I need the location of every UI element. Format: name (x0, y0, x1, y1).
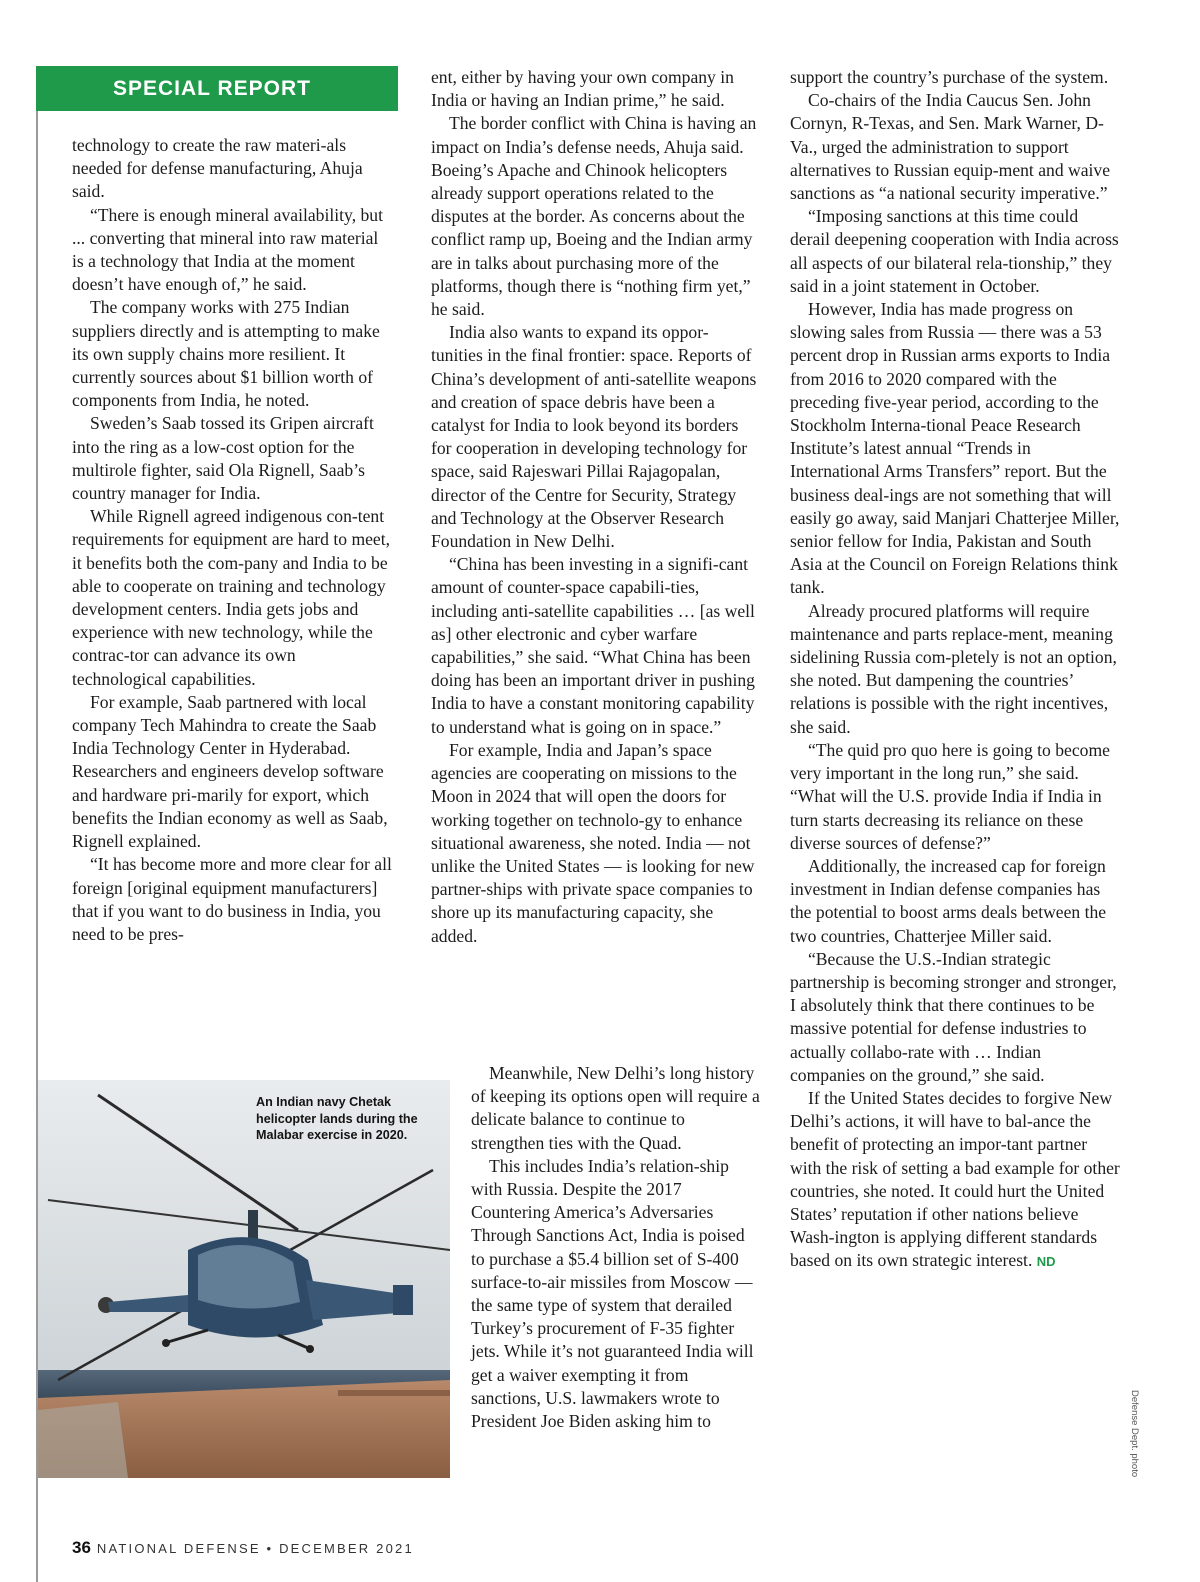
photo-credit: Defense Dept. photo (1129, 1390, 1140, 1478)
paragraph: While Rignell agreed indigenous con-tent requirements for equipment are hard to meet, it benefits both the com-pany and India to be able to cooperate on training and technology development centers. India gets jobs and experience with new technology, while the contrac-tor can advance its own technological capabilities. (72, 506, 391, 689)
paragraph: For example, Saab partnered with local company Tech Mahindra to create the Saab India Technology Center in Hyderabad. Researchers and engineers develop software and hardware pri-marily for export, which benefits the Indian economy as well as Saab, Rignell explained. (72, 691, 388, 852)
paragraph: “The quid pro quo here is going to become very important in the long run,” she said. “What will the U.S. provide India if India in turn starts decreasing its reliance on these diverse sources of defense?” (790, 739, 1110, 853)
article-column-2 (431, 66, 759, 948)
paragraph: However, India has made progress on slowing sales from Russia — there was a 53 percent drop in Russian arms exports to India from 2016 to 2020 compared with the preceding five-year period, according to the Stockholm Interna-tional Peace Research Institute’s latest annual “Trends in International Arms Transfers” report. But the business deal-ings are not something that will easily go away, said Manjari Chatterjee Miller, senior fellow for India, Pakistan and South Asia at the Council on Foreign Relations think tank. (790, 299, 1120, 598)
paragraph: “There is enough mineral availability, but ... converting that mineral into raw material is a technology that India at the moment doesn’t have enough of,” he said. (72, 204, 383, 295)
paragraph: The border conflict with China is having an impact on India’s defense needs, Ahuja said. Boeing’s Apache and Chinook helicopters already support operations related to the disputes at the border. As concerns about the conflict ramp up, Boeing and the Indian army are in talks about purchasing more of the platforms, though there is “nothing firm yet,” he said. (431, 113, 757, 320)
paragraph: “Because the U.S.-Indian strategic partnership is becoming stronger and stronger, I absolutely think that there continues to be massive potential for defense industries to actually collabo-rate with … Indian companies on the ground,” she said. (790, 948, 1117, 1085)
paragraph: Meanwhile, New Delhi’s long history of keeping its options open will require a delicate balance to continue to strengthen ties with the Quad. (471, 1063, 760, 1153)
paragraph: Sweden’s Saab tossed its Gripen aircraft into the ring as a low-cost option for the multirole fighter, said Ola Rignell, Saab’s country manager for India. (72, 413, 374, 504)
paragraph: “It has become more and more clear for all foreign [original equipment manufacturers] that if you want to do business in India, you need to be pres- (72, 854, 392, 944)
paragraph-text: If the United States decides to forgive New Delhi’s actions, it will have to bal-ance the benefit of protecting an impor-tant partner with the risk of setting a bad example for other countries, she noted. It could hurt the United States’ reputation if other nations believe Wash-ington is applying different standards based on its own strategic interest. (790, 1087, 1120, 1271)
end-mark: ND (1036, 1254, 1056, 1270)
paragraph: “China has been investing in a signifi-cant amount of counter-space capabili-ties, including anti-satellite capabilities … [as well as] other electronic and cyber warfare capabilities,” she said. “What China has been doing has been an important driver in pushing India to have a constant monitoring capability to understand what is going on in space.” (431, 554, 755, 737)
section-banner (36, 66, 398, 111)
publication-line: NATIONAL DEFENSE • DECEMBER 2021 (96, 1541, 414, 1556)
photo-caption: An Indian navy Chetak helicopter lands during the Malabar exercise in 2020. (256, 1095, 418, 1142)
paragraph: Co-chairs of the India Caucus Sen. John Cornyn, R-Texas, and Sen. Mark Warner, D-Va., urged the administration to support alternatives to Russian equip-ment and waive sanctions as “a national security imperative.” (790, 90, 1111, 204)
section-banner-label: SPECIAL REPORT (113, 76, 311, 100)
paragraph: technology to create the raw materi-als needed for defense manufacturing, Ahuja said. (72, 135, 363, 202)
paragraph: ent, either by having your own company in India or having an Indian prime,” he said. (431, 67, 734, 111)
paragraph: The company works with 275 Indian suppliers directly and is attempting to make its own supply chains more resilient. It currently sources about $1 billion worth of components from India, he noted. (72, 297, 380, 411)
article-column-2-lower (471, 1062, 761, 1433)
paragraph: For example, India and Japan’s space agencies are cooperating on missions to the Moon in 2024 that will open the doors for working together on technolo-gy to enhance situational awareness, she noted. India — not unlike the United States — is looking for new partner-ships with private space companies to shore up its manufacturing capacity, she added. (431, 739, 755, 946)
page-footer (72, 1538, 414, 1558)
paragraph: India also wants to expand its oppor-tunities in the final frontier: space. Reports of China’s development of anti-satellite weapons and creation of space debris have been a catalyst for India to look beyond its borders for cooperation in developing technology for space, said Rajeswari Pillai Rajagopalan, director of the Centre for Security, Strategy and Technology at the Observer Research Foundation in New Delhi. (431, 322, 757, 552)
page-number: 36 (72, 1538, 91, 1557)
paragraph: support the country’s purchase of the system. (790, 67, 1109, 87)
paragraph: This includes India’s relation-ship with Russia. Despite the 2017 Countering America’s Adversaries Through Sanctions Act, India is poised to purchase a $5.4 billion set of S-400 surface-to-air missiles from Moscow — the same type of system that derailed Turkey’s procurement of F-35 fighter jets. While it’s not guaranteed India will get a waiver exempting it from sanctions, U.S. lawmakers wrote to President Joe Biden asking him to (471, 1155, 754, 1432)
paragraph: Already procured platforms will require maintenance and parts replace-ment, meaning sidelining Russia com-pletely is not an option, she noted. But dampening the countries’ relations is possible with the right incentives, she said. (790, 600, 1117, 737)
paragraph: “Imposing sanctions at this time could derail deepening cooperation with India across all aspects of our bilateral rela-tionship,” they said in a joint statement in October. (790, 206, 1119, 296)
paragraph (790, 1087, 1120, 1274)
article-column-3 (790, 66, 1120, 1274)
article-column-1 (72, 134, 392, 946)
paragraph: Additionally, the increased cap for foreign investment in Indian defense companies has the potential to boost arms deals between the two countries, Chatterjee Miller said. (790, 855, 1107, 946)
